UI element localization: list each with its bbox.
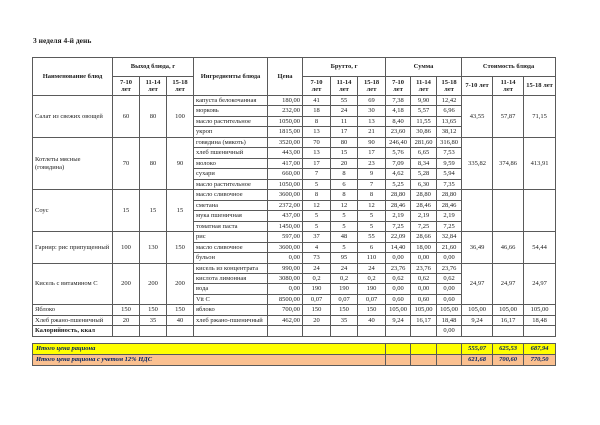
brutto-cell: 70 bbox=[303, 137, 331, 147]
spacer-cell bbox=[33, 336, 556, 343]
brutto-cell: 6 bbox=[358, 242, 386, 252]
brutto-cell: 8 bbox=[303, 116, 331, 126]
table-head bbox=[33, 58, 556, 96]
brutto-cell: 17 bbox=[303, 158, 331, 168]
dish-name-cell: Котлеты мясные (говядина) bbox=[33, 137, 113, 189]
menu-cost-table bbox=[32, 57, 556, 366]
header-cost-group: Стоимость блюда bbox=[462, 58, 556, 77]
sum-cell: 0,60 bbox=[411, 294, 437, 304]
ingredient-cell: сметана bbox=[194, 200, 268, 210]
brutto-cell: 190 bbox=[331, 284, 358, 294]
sum-cell: 0,60 bbox=[386, 294, 411, 304]
sum-cell: 0,62 bbox=[386, 273, 411, 283]
brutto-cell: 13 bbox=[358, 116, 386, 126]
dish-name-cell: Хлеб ржано-пшеничный bbox=[33, 315, 113, 325]
output-cell: 90 bbox=[167, 137, 194, 189]
ingredient-cell: масло сливочное bbox=[194, 190, 268, 200]
sum-cell: 28,46 bbox=[386, 200, 411, 210]
sum-cell: 6,96 bbox=[437, 106, 462, 116]
brutto-cell: 5 bbox=[331, 221, 358, 231]
brutto-cell: 5 bbox=[358, 211, 386, 221]
ingredient-cell: бульон bbox=[194, 253, 268, 263]
brutto-cell: 0,2 bbox=[303, 273, 331, 283]
price-cell: 990,00 bbox=[268, 263, 303, 273]
header-row-groups bbox=[33, 58, 556, 77]
sum-cell: 5,28 bbox=[411, 169, 437, 179]
totals-value: 687,94 bbox=[524, 343, 556, 354]
output-cell: 200 bbox=[140, 263, 167, 305]
output-cell: 15 bbox=[113, 190, 140, 232]
ingredient-cell: масло сливочное bbox=[194, 242, 268, 252]
price-cell: 1450,00 bbox=[268, 221, 303, 231]
brutto-cell: 0,07 bbox=[303, 294, 331, 304]
sum-cell: 23,76 bbox=[411, 263, 437, 273]
brutto-cell bbox=[331, 326, 358, 336]
sum-cell: 0,62 bbox=[411, 273, 437, 283]
brutto-cell: 150 bbox=[303, 305, 331, 315]
ingredient-cell: рис bbox=[194, 232, 268, 242]
brutto-cell: 0,2 bbox=[358, 273, 386, 283]
brutto-cell: 7 bbox=[358, 179, 386, 189]
sum-cell: 2,19 bbox=[437, 211, 462, 221]
ingredient-cell: капуста белокочанная bbox=[194, 96, 268, 106]
sum-cell: 22,09 bbox=[386, 232, 411, 242]
sum-cell: 281,60 bbox=[411, 137, 437, 147]
header-age-sum-1: 11-14 лет bbox=[411, 77, 437, 96]
header-age-cost-2: 15-18 лет bbox=[524, 77, 556, 96]
cost-cell bbox=[493, 190, 524, 232]
sum-cell: 28,80 bbox=[411, 190, 437, 200]
cost-cell: 24,97 bbox=[462, 263, 493, 305]
cost-cell: 335,82 bbox=[462, 137, 493, 189]
ingredient-cell: говядина (мякоть) bbox=[194, 137, 268, 147]
brutto-cell: 55 bbox=[358, 232, 386, 242]
brutto-cell: 5 bbox=[358, 221, 386, 231]
sum-cell: 5,25 bbox=[386, 179, 411, 189]
header-age-brutto-0: 7-10 лет bbox=[303, 77, 331, 96]
sum-cell: 28,66 bbox=[411, 232, 437, 242]
dish-name-cell: Салат из свежих овощей bbox=[33, 96, 113, 138]
brutto-cell: 8 bbox=[331, 190, 358, 200]
brutto-cell: 17 bbox=[331, 127, 358, 137]
output-cell: 100 bbox=[167, 96, 194, 138]
sum-cell: 105,00 bbox=[437, 305, 462, 315]
sum-cell: 7,25 bbox=[437, 221, 462, 231]
sum-cell: 5,57 bbox=[411, 106, 437, 116]
brutto-cell: 150 bbox=[358, 305, 386, 315]
cost-cell: 413,91 bbox=[524, 137, 556, 189]
brutto-cell: 17 bbox=[358, 148, 386, 158]
output-cell: 60 bbox=[113, 96, 140, 138]
brutto-cell: 8 bbox=[358, 190, 386, 200]
totals-empty-cell bbox=[386, 354, 411, 365]
brutto-cell: 24 bbox=[331, 106, 358, 116]
sum-cell: 5,76 bbox=[386, 148, 411, 158]
brutto-cell: 0,07 bbox=[331, 294, 358, 304]
ingredient-cell: молоко bbox=[194, 158, 268, 168]
calories-row bbox=[33, 326, 556, 336]
header-age-cost-1: 11-14 лет bbox=[493, 77, 524, 96]
sum-cell: 316,80 bbox=[437, 137, 462, 147]
cost-cell: 105,00 bbox=[462, 305, 493, 315]
cost-cell bbox=[462, 190, 493, 232]
table-row bbox=[33, 137, 556, 147]
brutto-cell: 18 bbox=[303, 106, 331, 116]
cost-cell: 36,49 bbox=[462, 232, 493, 263]
ingredient-cell: мука пшеничная bbox=[194, 211, 268, 221]
brutto-cell: 11 bbox=[331, 116, 358, 126]
brutto-cell: 8 bbox=[331, 169, 358, 179]
sum-cell: 7,09 bbox=[386, 158, 411, 168]
price-cell: 180,00 bbox=[268, 96, 303, 106]
totals-empty-cell bbox=[437, 343, 462, 354]
sum-cell: 4,18 bbox=[386, 106, 411, 116]
header-sum-group: Сумма bbox=[386, 58, 462, 77]
sum-cell: 9,59 bbox=[437, 158, 462, 168]
sum-cell: 9,24 bbox=[386, 315, 411, 325]
header-age-brutto-1: 11-14 лет bbox=[331, 77, 358, 96]
sum-cell: 23,76 bbox=[437, 263, 462, 273]
brutto-cell: 9 bbox=[358, 169, 386, 179]
sum-cell: 105,00 bbox=[386, 305, 411, 315]
header-output-group: Выход блюда, г bbox=[113, 58, 194, 77]
brutto-cell: 12 bbox=[303, 200, 331, 210]
ingredient-cell: масло растительное bbox=[194, 116, 268, 126]
header-age-sum-2: 15-18 лет bbox=[437, 77, 462, 96]
ingredient-cell bbox=[194, 326, 268, 336]
totals-value: 625,53 bbox=[493, 343, 524, 354]
brutto-cell: 21 bbox=[358, 127, 386, 137]
brutto-cell: 24 bbox=[303, 263, 331, 273]
dish-name-cell: Соус bbox=[33, 190, 113, 232]
total-row bbox=[33, 343, 556, 354]
sum-cell: 13,65 bbox=[437, 116, 462, 126]
cost-cell: 43,55 bbox=[462, 96, 493, 138]
output-cell: 130 bbox=[140, 232, 167, 263]
totals-empty-cell bbox=[411, 343, 437, 354]
table-row bbox=[33, 96, 556, 106]
totals-value: 770,50 bbox=[524, 354, 556, 365]
sum-cell: 7,35 bbox=[437, 179, 462, 189]
ingredient-cell: Vit C bbox=[194, 294, 268, 304]
brutto-cell: 5 bbox=[331, 211, 358, 221]
dish-name-cell: Гарнир: рис припущенный bbox=[33, 232, 113, 263]
sum-cell: 7,53 bbox=[437, 148, 462, 158]
sum-cell: 23,76 bbox=[386, 263, 411, 273]
brutto-cell: 5 bbox=[303, 221, 331, 231]
output-cell: 40 bbox=[167, 315, 194, 325]
output-cell: 200 bbox=[167, 263, 194, 305]
price-cell: 443,00 bbox=[268, 148, 303, 158]
ingredient-cell: кислота лимонная bbox=[194, 273, 268, 283]
sum-cell: 16,17 bbox=[411, 315, 437, 325]
sum-cell: 2,19 bbox=[386, 211, 411, 221]
sum-cell: 28,80 bbox=[386, 190, 411, 200]
brutto-cell: 5 bbox=[303, 211, 331, 221]
brutto-cell: 55 bbox=[331, 96, 358, 106]
cost-cell: 16,17 bbox=[493, 315, 524, 325]
ingredient-cell: укроп bbox=[194, 127, 268, 137]
cost-cell: 54,44 bbox=[524, 232, 556, 263]
sum-cell: 18,00 bbox=[411, 242, 437, 252]
brutto-cell: 35 bbox=[331, 315, 358, 325]
brutto-cell: 13 bbox=[303, 127, 331, 137]
price-cell: 2372,00 bbox=[268, 200, 303, 210]
sum-cell: 0,60 bbox=[437, 294, 462, 304]
brutto-cell: 13 bbox=[303, 148, 331, 158]
brutto-cell: 150 bbox=[331, 305, 358, 315]
header-age-cost-0: 7-10 лет bbox=[462, 77, 493, 96]
output-cell: 35 bbox=[140, 315, 167, 325]
sum-cell: 105,00 bbox=[411, 305, 437, 315]
sum-cell: 30,86 bbox=[411, 127, 437, 137]
cost-cell: 18,48 bbox=[524, 315, 556, 325]
ingredient-cell: вода bbox=[194, 284, 268, 294]
ingredient-cell: томатная паста bbox=[194, 221, 268, 231]
brutto-cell: 5 bbox=[331, 242, 358, 252]
totals-value: 621,68 bbox=[462, 354, 493, 365]
header-price: Цена bbox=[268, 58, 303, 96]
brutto-cell: 110 bbox=[358, 253, 386, 263]
price-cell: 3600,00 bbox=[268, 242, 303, 252]
sum-cell: 0,00 bbox=[386, 284, 411, 294]
sum-cell: 246,40 bbox=[386, 137, 411, 147]
brutto-cell: 30 bbox=[358, 106, 386, 116]
output-cell: 70 bbox=[113, 137, 140, 189]
output-cell: 150 bbox=[140, 305, 167, 315]
sum-cell: 9,90 bbox=[411, 96, 437, 106]
price-cell: 1815,00 bbox=[268, 127, 303, 137]
ingredient-cell: хлеб пшеничный bbox=[194, 148, 268, 158]
cost-cell: 57,87 bbox=[493, 96, 524, 138]
sum-cell: 28,46 bbox=[411, 200, 437, 210]
dish-name-cell: Кисель с витамином С bbox=[33, 263, 113, 305]
brutto-cell: 24 bbox=[358, 263, 386, 273]
header-age-sum-0: 7-10 лет bbox=[386, 77, 411, 96]
brutto-cell: 37 bbox=[303, 232, 331, 242]
header-age-brutto-2: 15-18 лет bbox=[358, 77, 386, 96]
sum-cell: 0,00 bbox=[411, 284, 437, 294]
cost-cell: 9,24 bbox=[462, 315, 493, 325]
price-cell: 462,00 bbox=[268, 315, 303, 325]
table-row bbox=[33, 232, 556, 242]
output-cell: 200 bbox=[113, 263, 140, 305]
brutto-cell: 80 bbox=[331, 137, 358, 147]
output-cell: 15 bbox=[167, 190, 194, 232]
totals-label: Итого цена рациона с учетом 12% НДС bbox=[33, 354, 386, 365]
cost-cell: 46,66 bbox=[493, 232, 524, 263]
brutto-cell: 23 bbox=[358, 158, 386, 168]
totals-empty-cell bbox=[437, 354, 462, 365]
price-cell: 1050,00 bbox=[268, 179, 303, 189]
sum-cell: 32,84 bbox=[437, 232, 462, 242]
cost-cell bbox=[462, 326, 493, 336]
sum-cell: 18,48 bbox=[437, 315, 462, 325]
price-cell: 660,00 bbox=[268, 169, 303, 179]
output-cell: 150 bbox=[113, 305, 140, 315]
sum-cell: 0,62 bbox=[437, 273, 462, 283]
output-cell: 150 bbox=[167, 305, 194, 315]
sum-cell: 38,12 bbox=[437, 127, 462, 137]
table-row bbox=[33, 263, 556, 273]
price-cell: 3600,00 bbox=[268, 190, 303, 200]
output-cell: 100 bbox=[113, 232, 140, 263]
header-age-output-1: 11-14 лет bbox=[140, 77, 167, 96]
cost-cell: 105,00 bbox=[524, 305, 556, 315]
header-age-output-0: 7-10 лет bbox=[113, 77, 140, 96]
sum-cell: 7,25 bbox=[386, 221, 411, 231]
brutto-cell: 0,07 bbox=[358, 294, 386, 304]
brutto-cell: 69 bbox=[358, 96, 386, 106]
price-cell: 1050,00 bbox=[268, 116, 303, 126]
brutto-cell: 12 bbox=[331, 200, 358, 210]
output-cell: 80 bbox=[140, 96, 167, 138]
calories-label: Калорийность, ккал bbox=[33, 326, 113, 336]
cost-cell: 71,15 bbox=[524, 96, 556, 138]
totals-empty-cell bbox=[411, 354, 437, 365]
totals-value: 700,60 bbox=[493, 354, 524, 365]
brutto-cell: 6 bbox=[331, 179, 358, 189]
price-cell: 3520,00 bbox=[268, 137, 303, 147]
sum-cell: 0,00 bbox=[386, 253, 411, 263]
brutto-cell: 40 bbox=[358, 315, 386, 325]
table-row bbox=[33, 305, 556, 315]
brutto-cell: 190 bbox=[303, 284, 331, 294]
sum-cell: 8,40 bbox=[386, 116, 411, 126]
header-ingredients: Ингредиенты блюда bbox=[194, 58, 268, 96]
totals-label: Итого цена рациона bbox=[33, 343, 386, 354]
output-cell: 80 bbox=[140, 137, 167, 189]
brutto-cell bbox=[358, 326, 386, 336]
price-cell: 417,00 bbox=[268, 158, 303, 168]
ingredient-cell: кисель из концентрата bbox=[194, 263, 268, 273]
output-cell bbox=[167, 326, 194, 336]
sum-cell: 28,46 bbox=[437, 200, 462, 210]
brutto-cell: 5 bbox=[303, 179, 331, 189]
cost-cell: 24,97 bbox=[524, 263, 556, 305]
output-cell: 15 bbox=[140, 190, 167, 232]
spacer-row bbox=[33, 336, 556, 343]
table-body bbox=[33, 96, 556, 366]
table-row bbox=[33, 190, 556, 200]
header-dish-name: Наименование блюд bbox=[33, 58, 113, 96]
sum-cell: 0,00 bbox=[437, 284, 462, 294]
price-cell: 0,00 bbox=[268, 253, 303, 263]
sum-cell bbox=[411, 326, 437, 336]
sum-cell: 6,65 bbox=[411, 148, 437, 158]
output-cell: 20 bbox=[113, 315, 140, 325]
brutto-cell: 41 bbox=[303, 96, 331, 106]
cost-cell bbox=[524, 326, 556, 336]
sum-cell: 23,60 bbox=[386, 127, 411, 137]
price-cell bbox=[268, 326, 303, 336]
brutto-cell: 15 bbox=[331, 148, 358, 158]
sum-cell: 8,34 bbox=[411, 158, 437, 168]
totals-value: 555,07 bbox=[462, 343, 493, 354]
brutto-cell: 48 bbox=[331, 232, 358, 242]
cost-cell: 374,86 bbox=[493, 137, 524, 189]
sum-cell bbox=[386, 326, 411, 336]
brutto-cell: 95 bbox=[331, 253, 358, 263]
ingredient-cell: яблоко bbox=[194, 305, 268, 315]
price-cell: 8500,00 bbox=[268, 294, 303, 304]
sum-cell: 5,94 bbox=[437, 169, 462, 179]
sum-cell: 7,25 bbox=[411, 221, 437, 231]
sum-cell: 0,00 bbox=[437, 326, 462, 336]
sum-cell: 21,60 bbox=[437, 242, 462, 252]
total-with-vat-row bbox=[33, 354, 556, 365]
cost-cell bbox=[493, 326, 524, 336]
brutto-cell: 7 bbox=[303, 169, 331, 179]
sum-cell: 6,30 bbox=[411, 179, 437, 189]
brutto-cell: 0,2 bbox=[331, 273, 358, 283]
price-cell: 700,00 bbox=[268, 305, 303, 315]
brutto-cell: 190 bbox=[358, 284, 386, 294]
brutto-cell: 73 bbox=[303, 253, 331, 263]
price-cell: 437,00 bbox=[268, 211, 303, 221]
output-cell bbox=[113, 326, 140, 336]
ingredient-cell: сухари bbox=[194, 169, 268, 179]
brutto-cell: 12 bbox=[358, 200, 386, 210]
sum-cell: 28,80 bbox=[437, 190, 462, 200]
sum-cell: 11,55 bbox=[411, 116, 437, 126]
sum-cell: 0,00 bbox=[437, 253, 462, 263]
price-cell: 597,00 bbox=[268, 232, 303, 242]
cost-cell bbox=[524, 190, 556, 232]
output-cell: 150 bbox=[167, 232, 194, 263]
header-brutto-group: Брутто, г bbox=[303, 58, 386, 77]
ingredient-cell: масло растительное bbox=[194, 179, 268, 189]
cost-cell: 105,00 bbox=[493, 305, 524, 315]
brutto-cell: 8 bbox=[303, 190, 331, 200]
table-row bbox=[33, 315, 556, 325]
price-cell: 3080,00 bbox=[268, 273, 303, 283]
sum-cell: 0,00 bbox=[411, 253, 437, 263]
brutto-cell: 24 bbox=[331, 263, 358, 273]
cost-cell: 24,97 bbox=[493, 263, 524, 305]
sum-cell: 14,40 bbox=[386, 242, 411, 252]
doc-title: 3 неделя 4-й день bbox=[33, 36, 92, 45]
brutto-cell: 20 bbox=[303, 315, 331, 325]
totals-empty-cell bbox=[386, 343, 411, 354]
sum-cell: 4,62 bbox=[386, 169, 411, 179]
sum-cell: 12,42 bbox=[437, 96, 462, 106]
header-age-output-2: 15-18 лет bbox=[167, 77, 194, 96]
brutto-cell: 4 bbox=[303, 242, 331, 252]
brutto-cell: 20 bbox=[331, 158, 358, 168]
brutto-cell bbox=[303, 326, 331, 336]
price-cell: 232,00 bbox=[268, 106, 303, 116]
dish-name-cell: Яблоко bbox=[33, 305, 113, 315]
sum-cell: 7,38 bbox=[386, 96, 411, 106]
ingredient-cell: морковь bbox=[194, 106, 268, 116]
output-cell bbox=[140, 326, 167, 336]
price-cell: 0,00 bbox=[268, 284, 303, 294]
ingredient-cell: хлеб ржано-пшеничный bbox=[194, 315, 268, 325]
sum-cell: 2,19 bbox=[411, 211, 437, 221]
brutto-cell: 90 bbox=[358, 137, 386, 147]
